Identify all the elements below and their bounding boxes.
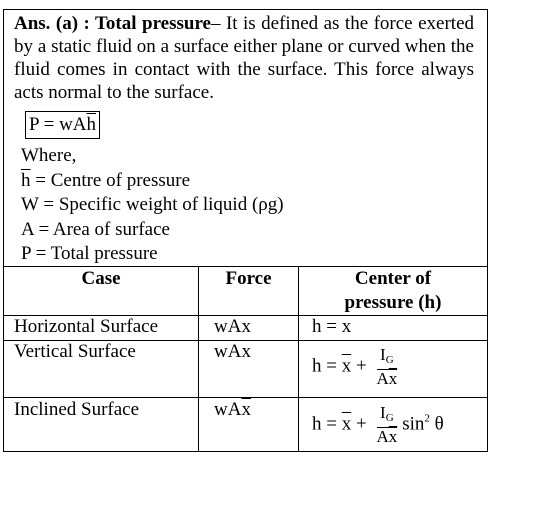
where-title: Where, — [21, 145, 77, 166]
where-item-h: $\overline{h}$ = Centre of pressure — [21, 169, 190, 191]
formula-h-bar: $\overline{h}$ — [86, 114, 97, 135]
row-3-cop: $h = \overline{x}$ + $\frac{I_G}{A\overline{x}}$ $\sin^2 \theta$ — [312, 403, 444, 446]
header-case: Case — [81, 268, 121, 289]
col-rule-1 — [198, 266, 199, 452]
dash: – — [210, 13, 221, 34]
answer-card — [3, 9, 488, 452]
row-2-case: Vertical Surface — [14, 341, 136, 362]
row-1-cop: $h = \overline{x}$ — [312, 316, 352, 337]
header-center-of-pressure: Center of pressure (h) — [344, 268, 442, 313]
formula-box — [25, 111, 100, 139]
formula-lhs: P = wA — [29, 114, 87, 135]
answer-label: Ans. (a) : Total pressure — [14, 13, 211, 34]
header-force: Force — [225, 268, 272, 289]
row-2-force: $wA\overline{x}$ — [214, 341, 251, 362]
row-1-force: $wA\overline{x}$ — [214, 316, 251, 337]
row-3-case: Inclined Surface — [14, 399, 140, 420]
where-block — [21, 144, 284, 267]
intro-paragraph — [14, 12, 474, 104]
where-item-a: A = Area of surface — [21, 218, 170, 240]
col-rule-2 — [298, 266, 299, 452]
row-1-case: Horizontal Surface — [14, 316, 159, 337]
where-item-p: P = Total pressure — [21, 243, 158, 264]
where-item-w: W = Specific weight of liquid (ρg) — [21, 194, 284, 215]
row-3-force: $wA\overline{x}$ — [214, 399, 251, 420]
row-2-cop: $h = \overline{x}$ + $\frac{I_G}{A\overline{x}}$ — [312, 345, 398, 388]
definition-text: It is defined as the force exerted by a static fluid on a surface either plane or curved when the fluid comes in contact with the surface. This force always acts normal to the surface. — [14, 13, 474, 103]
